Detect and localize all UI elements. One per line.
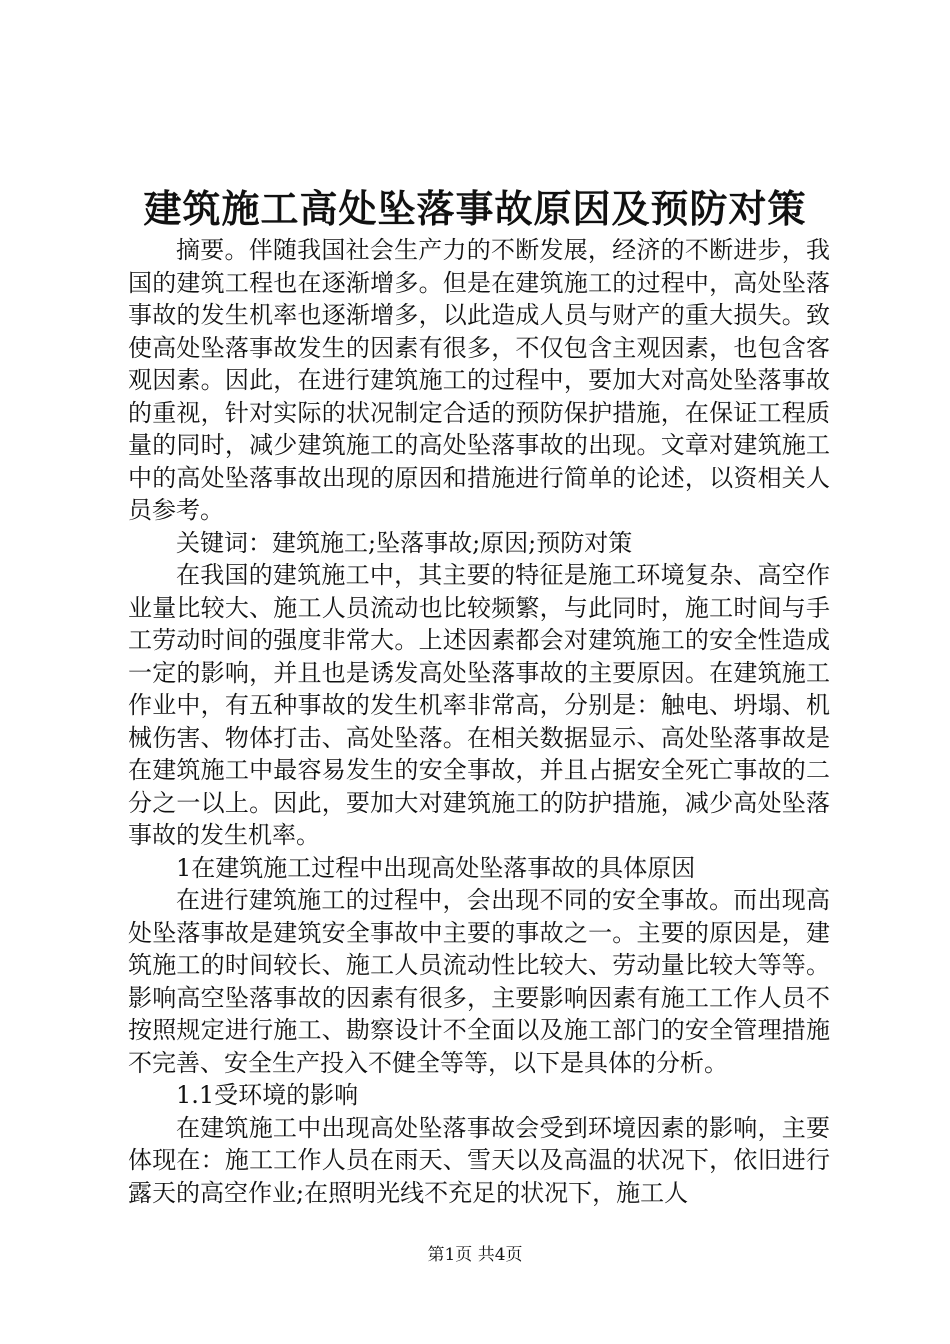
- section-1-paragraph: 在进行建筑施工的过程中，会出现不同的安全事故。而出现高处坠落事故是建筑安全事故中主要的事故之一。主要的原因是，建筑施工的时间较长、施工人员流动性比较大、劳动量比较大等等。影响高空坠落事故的因素有很多，主要影响因素有施工工作人员不按照规定进行施工、勘察设计不全面以及施工部门的安全管理措施不完善、安全生产投入不健全等等，以下是具体的分析。: [128, 886, 830, 1077]
- document-body: [128, 234, 830, 1209]
- page-footer: 第1页 共4页: [427, 1245, 523, 1265]
- abstract-paragraph: 摘要。伴随我国社会生产力的不断发展，经济的不断进步，我国的建筑工程也在逐渐增多。但是在建筑施工的过程中，高处坠落事故的发生机率也逐渐增多，以此造成人员与财产的重大损失。致使高处坠落事故发生的因素有很多，不仅包含主观因素，也包含客观因素。因此，在进行建筑施工的过程中，要加大对高处坠落事故的重视，针对实际的状况制定合适的预防保护措施，在保证工程质量的同时，减少建筑施工的高处坠落事故的出现。文章对建筑施工中的高处坠落事故出现的原因和措施进行简单的论述，以资相关人员参考。: [128, 236, 830, 524]
- intro-paragraph: 在我国的建筑施工中，其主要的特征是施工环境复杂、高空作业量比较大、施工人员流动也比较频繁，与此同时，施工时间与手工劳动时间的强度非常大。上述因素都会对建筑施工的安全性造成一定的影响，并且也是诱发高处坠落事故的主要原因。在建筑施工作业中，有五种事故的发生机率非常高，分别是：触电、坍塌、机械伤害、物体打击、高处坠落。在相关数据显示、高处坠落事故是在建筑施工中最容易发生的安全事故，并且占据安全死亡事故的二分之一以上。因此，要加大对建筑施工的防护措施，减少高处坠落事故的发生机率。: [128, 561, 830, 849]
- subsection-1-1-paragraph: 在建筑施工中出现高处坠落事故会受到环境因素的影响，主要体现在：施工工作人员在雨天、雪天以及高温的状况下，依旧进行露天的高空作业;在照明光线不充足的状况下，施工人: [128, 1113, 830, 1207]
- keywords-paragraph: 关键词：建筑施工;坠落事故;原因;预防对策: [176, 528, 633, 557]
- section-heading-1: 1在建筑施工过程中出现高处坠落事故的具体原因: [176, 853, 696, 882]
- document-title: 建筑施工高处坠落事故原因及预防对策: [143, 186, 807, 231]
- subsection-heading-1-1: 1.1受环境的影响: [176, 1081, 359, 1109]
